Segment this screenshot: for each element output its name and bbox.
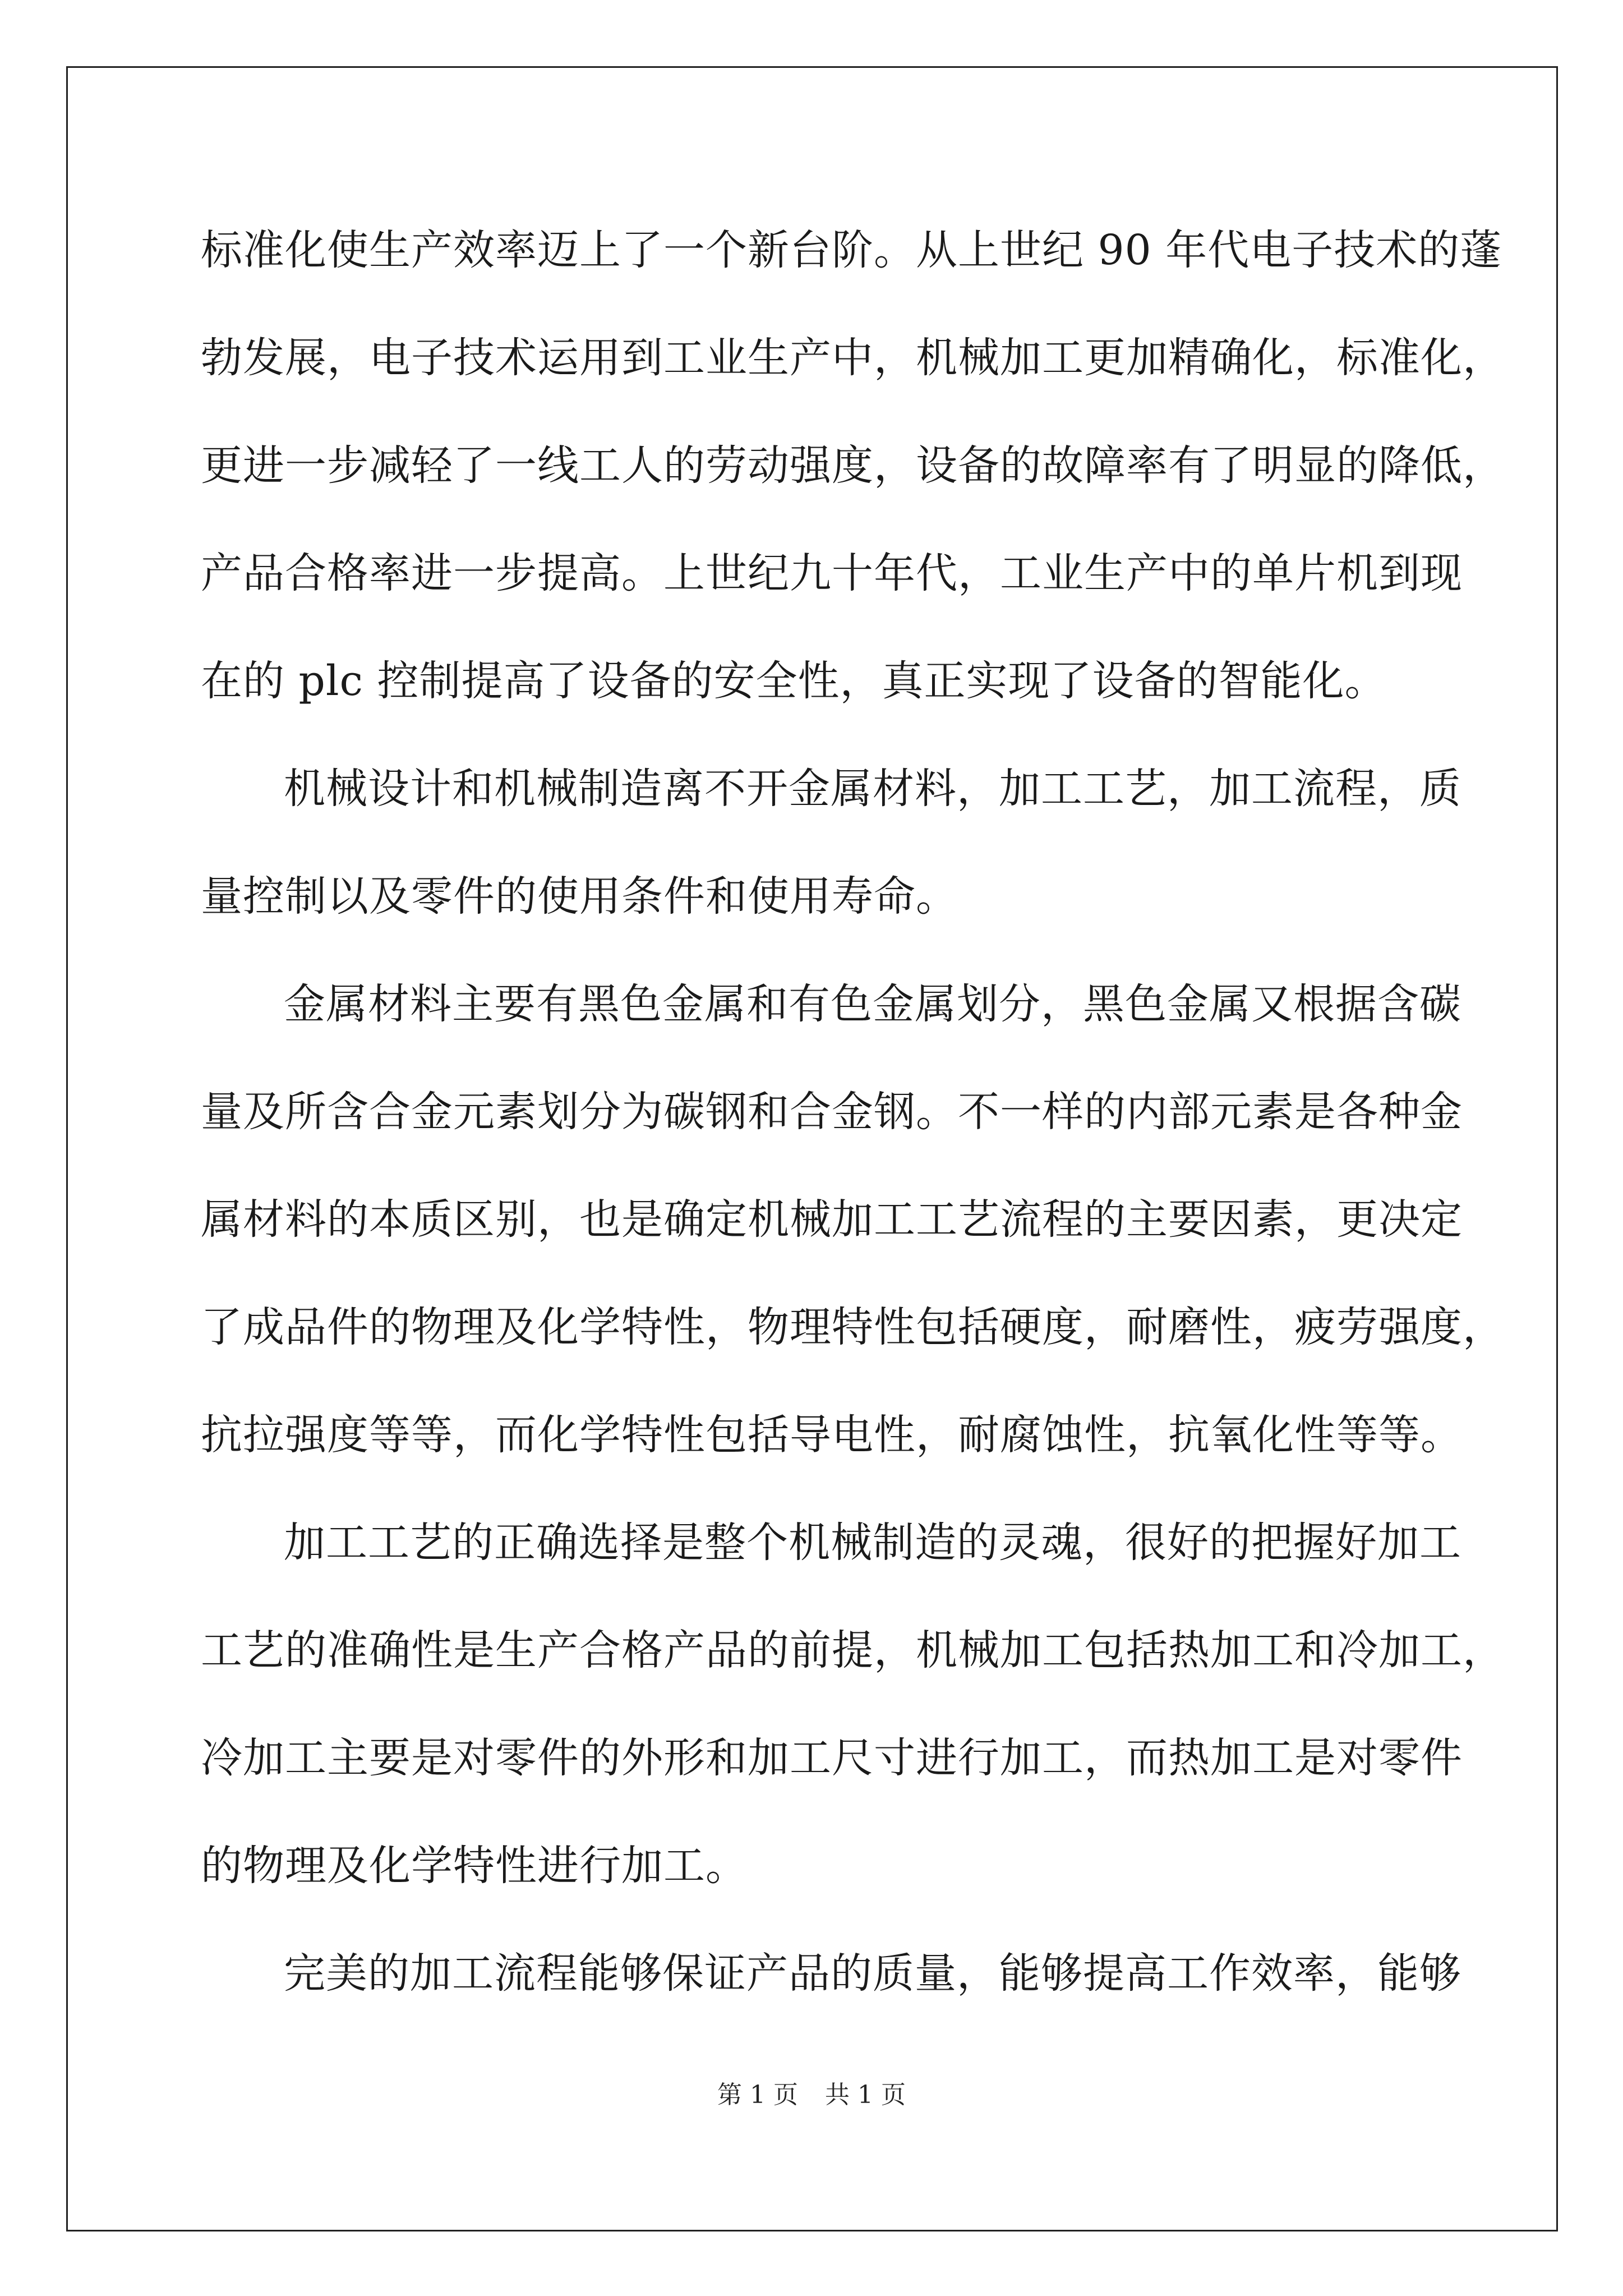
text-line: 工艺的准确性是生产合格产品的前提，机械加工包括热加工和冷加工，	[201, 1626, 1505, 1674]
page-total: 共 1 页	[825, 2081, 906, 2109]
text-line: 了成品件的物理及化学特性，物理特性包括硬度，耐磨性，疲劳强度，	[201, 1303, 1505, 1351]
text-line: 标准化使生产效率迈上了一个新台阶。从上世纪 90 年代电子技术的蓬	[201, 226, 1502, 274]
text-line: 的物理及化学特性进行加工。	[201, 1842, 748, 1890]
text-line: 加工工艺的正确选择是整个机械制造的灵魂，很好的把握好加工	[284, 1519, 1461, 1567]
text-line: 勃发展，电子技术运用到工业生产中，机械加工更加精确化，标准化，	[201, 334, 1505, 382]
text-line: 更进一步减轻了一线工人的劳动强度，设备的故障率有了明显的降低，	[201, 441, 1505, 490]
text-line: 金属材料主要有黑色金属和有色金属划分，黑色金属又根据含碳	[284, 980, 1461, 1028]
text-line: 产品合格率进一步提高。上世纪九十年代，工业生产中的单片机到现	[201, 549, 1463, 597]
text-line: 量控制以及零件的使用条件和使用寿命。	[201, 872, 958, 921]
page-number: 第 1 页	[717, 2081, 798, 2109]
text-line: 完美的加工流程能够保证产品的质量，能够提高工作效率，能够	[284, 1949, 1461, 1998]
text-line: 在的 plc 控制提高了设备的安全性，真正实现了设备的智能化。	[201, 657, 1387, 705]
text-line: 量及所含合金元素划分为碳钢和合金钢。不一样的内部元素是各种金	[201, 1088, 1463, 1136]
text-line: 机械设计和机械制造离不开金属材料，加工工艺，加工流程，质	[284, 765, 1461, 813]
document-body	[201, 222, 1505, 2053]
text-line: 冷加工主要是对零件的外形和加工尺寸进行加工，而热加工是对零件	[201, 1734, 1463, 1782]
page-footer	[0, 2078, 1623, 2112]
text-line: 属材料的本质区别，也是确定机械加工工艺流程的主要因素，更决定	[201, 1195, 1463, 1244]
text-line: 抗拉强度等等，而化学特性包括导电性，耐腐蚀性，抗氧化性等等。	[201, 1411, 1463, 1459]
